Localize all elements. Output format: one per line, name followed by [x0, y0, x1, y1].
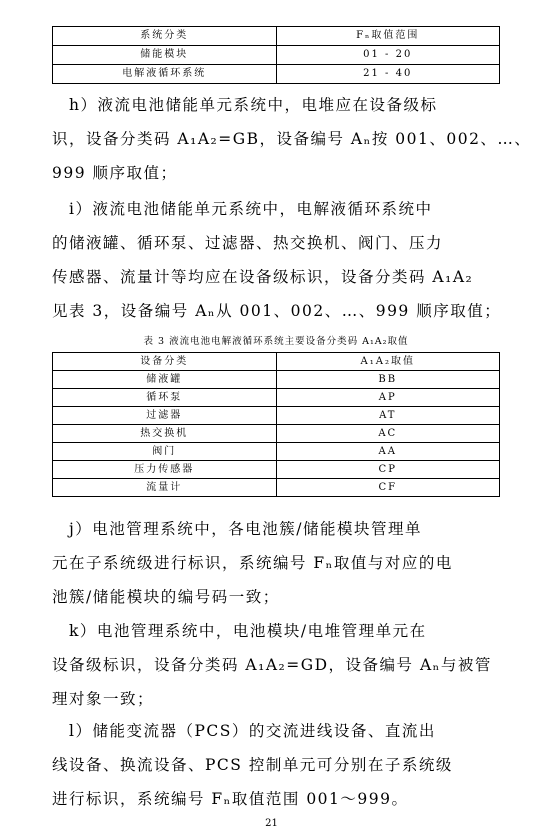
table-header-cell: 设备分类: [53, 353, 277, 371]
paragraph-line: 进行标识，系统编号 Fₙ取值范围 001～999。: [52, 790, 409, 808]
paragraph-h: [52, 88, 532, 190]
paragraph-line: 999 顺序取值；: [52, 164, 178, 182]
paragraph-line: 池簇/储能模块的编号码一致；: [52, 588, 280, 606]
table-cell: 流量计: [53, 479, 277, 497]
paragraph-line: 设备级标识，设备分类码 A₁A₂=GD，设备编号 Aₙ与被管: [52, 656, 492, 674]
paragraph-i: [52, 192, 502, 328]
paragraph-line: 元在子系统级进行标识，系统编号 Fₙ取值与对应的电: [52, 554, 453, 572]
table-row: [53, 443, 500, 461]
table-cell: 过滤器: [53, 407, 277, 425]
paragraph-l: [52, 714, 502, 816]
paragraph-line: 理对象一致；: [52, 690, 155, 708]
table-cell: AT: [276, 407, 500, 425]
paragraph-line: l）储能变流器（PCS）的交流进线设备、直流出: [52, 722, 436, 740]
table-cell: BB: [276, 371, 500, 389]
table-cell: 储能模块: [53, 46, 277, 65]
table-header-cell: A₁A₂取值: [276, 353, 500, 371]
table-caption: 表 3 液流电池电解液循环系统主要设备分类码 A₁A₂取值: [143, 336, 409, 347]
paragraph-k: [52, 614, 502, 716]
table-header-cell: 系统分类: [53, 27, 277, 46]
page-number: 21: [265, 818, 278, 829]
table-row: [53, 46, 500, 65]
paragraph-line: i）液流电池储能单元系统中，电解液循环系统中: [52, 200, 433, 218]
table-row: [53, 407, 500, 425]
table-cell: CF: [276, 479, 500, 497]
table-cell: CP: [276, 461, 500, 479]
table-header-cell: Fₙ取值范围: [276, 27, 500, 46]
table-cell: AP: [276, 389, 500, 407]
table-row: [53, 371, 500, 389]
table-row: [53, 461, 500, 479]
table-row: [53, 65, 500, 84]
table-cell: 21 - 40: [276, 65, 500, 84]
table-cell: 热交换机: [53, 425, 277, 443]
table-cell: AC: [276, 425, 500, 443]
table-cell: AA: [276, 443, 500, 461]
paragraph-line: j）电池管理系统中，各电池簇/储能模块管理单: [52, 520, 423, 538]
table-row: [53, 389, 500, 407]
paragraph-line: 见表 3，设备编号 Aₙ从 001、002、…、999 顺序取值；: [52, 302, 502, 320]
paragraph-line: 传感器、流量计等均应在设备级标识，设备分类码 A₁A₂: [52, 268, 474, 286]
equipment-code-table: [52, 352, 500, 497]
paragraph-j: [52, 512, 502, 614]
subsystem-code-table: [52, 26, 500, 84]
table-row: [53, 425, 500, 443]
table-header-row: [53, 353, 500, 371]
paragraph-line: h）液流电池储能单元系统中，电堆应在设备级标: [52, 96, 438, 114]
table-cell: 01 - 20: [276, 46, 500, 65]
table-header-row: [53, 27, 500, 46]
paragraph-line: 的储液罐、循环泵、过滤器、热交换机、阀门、压力: [52, 234, 444, 252]
table-cell: 压力传感器: [53, 461, 277, 479]
paragraph-line: 线设备、换流设备、PCS 控制单元可分别在子系统级: [52, 756, 453, 774]
paragraph-line: 识，设备分类码 A₁A₂=GB，设备编号 Aₙ按 001、002、…、: [52, 130, 532, 148]
table-row: [53, 479, 500, 497]
paragraph-line: k）电池管理系统中，电池模块/电堆管理单元在: [52, 622, 427, 640]
table-cell: 循环泵: [53, 389, 277, 407]
table-cell: 阀门: [53, 443, 277, 461]
table-cell: 电解液循环系统: [53, 65, 277, 84]
table-cell: 储液罐: [53, 371, 277, 389]
